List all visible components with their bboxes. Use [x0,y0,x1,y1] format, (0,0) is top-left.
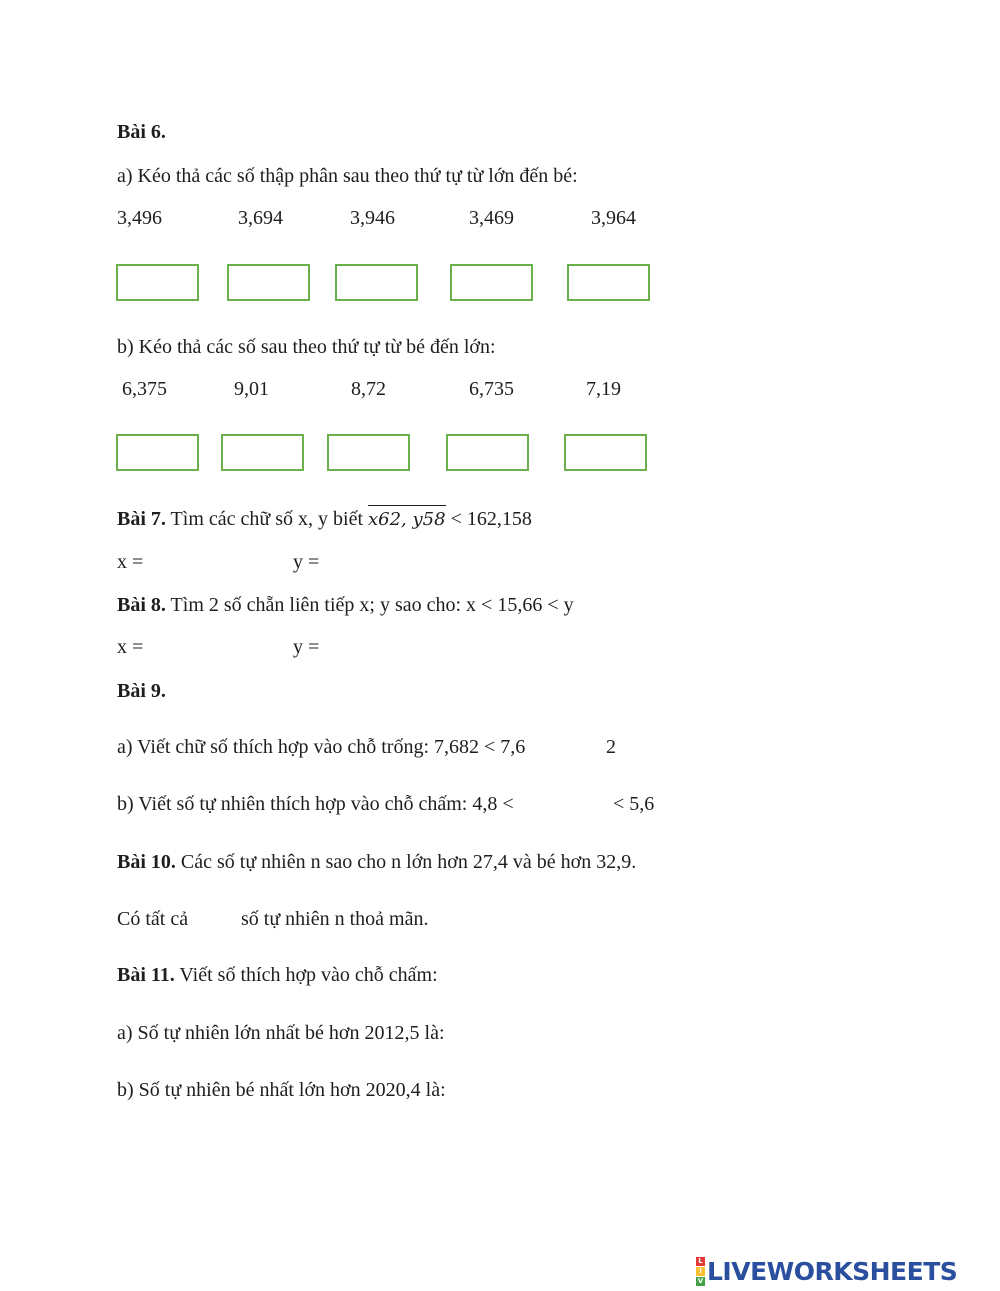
logo-block-letter: L [696,1257,705,1266]
bai6-part-b-instruction: b) Kéo thả các số sau theo thứ tự từ bé đến lớn: [117,336,496,358]
draggable-number[interactable]: 3,496 [117,207,162,229]
bai8-text: Tìm 2 số chẵn liên tiếp x; y sao cho: x < 15,66 < y [165,594,574,616]
logo-blocks [696,1257,705,1286]
bai7-rest: < 162,158 [445,508,532,530]
draggable-number[interactable]: 3,964 [591,207,636,229]
bai7-question [117,507,532,532]
drop-box[interactable] [116,264,199,301]
bai11-part-b: b) Số tự nhiên bé nhất lớn hơn 2020,4 là: [117,1079,446,1101]
bai10-title: Bài 10. [117,851,176,873]
bai8-y-label: y = [293,636,320,658]
bai7-title: Bài 7. [117,508,166,530]
drop-box[interactable] [227,264,310,301]
bai6-title: Bài 6. [117,121,166,143]
logo-block-letter: I [696,1267,705,1276]
drop-box[interactable] [450,264,533,301]
draggable-number[interactable]: 6,735 [469,378,514,400]
bai8-x-label: x = [117,636,144,658]
bai10-text: Các số tự nhiên n sao cho n lớn hơn 27,4 và bé hơn 32,9. [175,851,637,873]
bai11-question [117,963,438,987]
draggable-number[interactable]: 3,694 [238,207,283,229]
bai8-question [117,593,574,617]
bai10-answer-suffix: số tự nhiên n thoả mãn. [241,908,429,930]
bai9-part-b-suffix: < 5,6 [613,793,655,815]
liveworksheets-logo [696,1257,957,1285]
bai8-title: Bài 8. [117,594,166,616]
bai11-text: Viết số thích hợp vào chỗ chấm: [174,964,438,986]
bai10-answer-prefix: Có tất cả [117,908,189,930]
drop-box[interactable] [446,434,529,471]
drop-box[interactable] [335,264,418,301]
drop-box[interactable] [564,434,647,471]
drop-box[interactable] [116,434,199,471]
draggable-number[interactable]: 7,19 [586,378,621,400]
bai11-title: Bài 11. [117,964,175,986]
draggable-number[interactable]: 3,469 [469,207,514,229]
draggable-number[interactable]: 3,946 [350,207,395,229]
draggable-number[interactable]: 8,72 [351,378,386,400]
logo-text: LIVEWORKSHEETS [707,1256,958,1286]
bai7-text: Tìm các chữ số x, y biết [165,508,368,530]
bai9-part-a-suffix: 2 [606,736,616,758]
bai10-question [117,850,636,874]
bai9-part-a-prefix: a) Viết chữ số thích hợp vào chỗ trống: 7,682 < 7,6 [117,736,526,758]
bai11-part-a: a) Số tự nhiên lớn nhất bé hơn 2012,5 là: [117,1022,445,1044]
bai7-x-label: x = [117,551,144,573]
logo-block-letter: V [697,1276,704,1285]
bai7-overline-number: x62, y58 [368,509,446,530]
bai9-part-b-prefix: b) Viết số tự nhiên thích hợp vào chỗ chấm: 4,8 < [117,793,514,815]
drop-box[interactable] [221,434,304,471]
bai9-title: Bài 9. [117,680,166,702]
drop-box[interactable] [327,434,410,471]
draggable-number[interactable]: 9,01 [234,378,269,400]
bai6-part-a-instruction: a) Kéo thả các số thập phân sau theo thứ tự từ lớn đến bé: [117,165,578,187]
bai7-y-label: y = [293,551,320,573]
drop-box[interactable] [567,264,650,301]
draggable-number[interactable]: 6,375 [122,378,167,400]
